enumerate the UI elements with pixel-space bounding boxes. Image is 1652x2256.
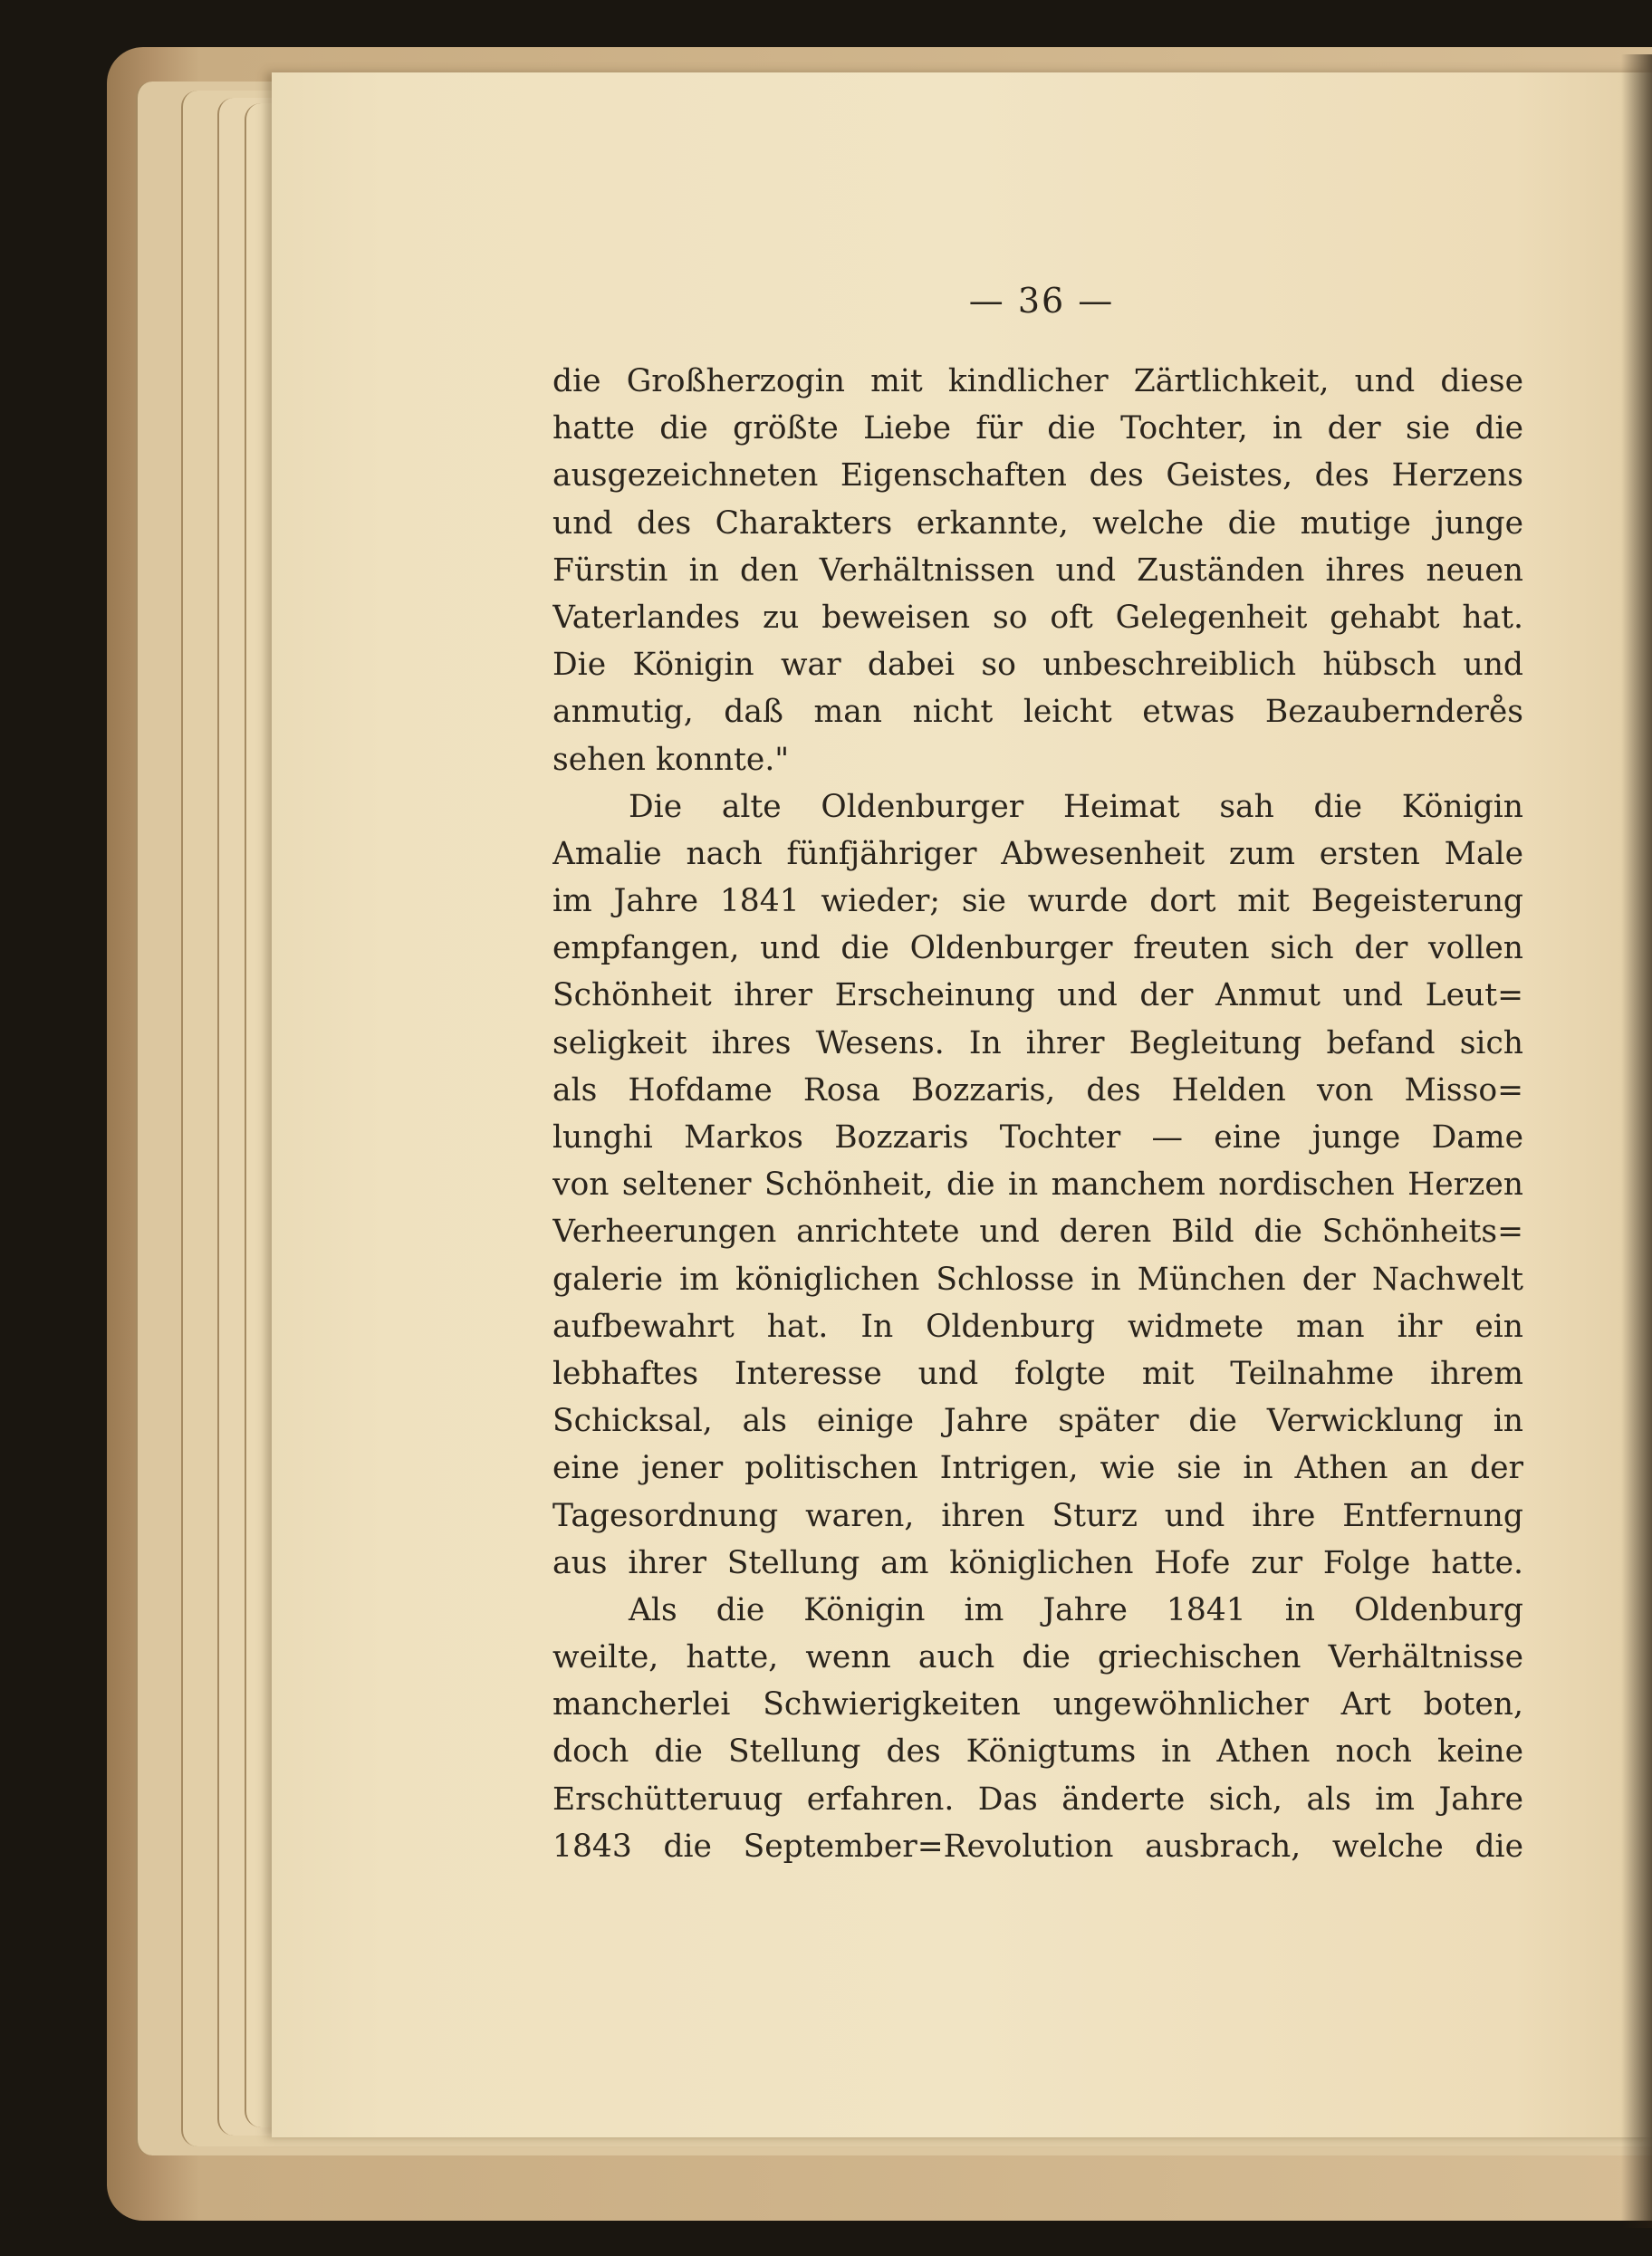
text-line: Erschütteruug erfahren. Das änderte sich, als im Jahre	[552, 1781, 1523, 1818]
binding-shadow	[1621, 54, 1652, 2228]
page-number: — 36 —	[968, 281, 1115, 321]
text-line: aus ihrer Stellung am königlichen Hofe zur Folge hatte.	[552, 1544, 1523, 1581]
text-line: lebhaftes Interesse und folgte mit Teilnahme ihrem	[552, 1355, 1523, 1392]
text-line: und des Charakters erkannte, welche die mutige junge	[552, 504, 1523, 542]
text-line: ausgezeichneten Eigenschaften des Geistes, des Herzens	[552, 457, 1523, 494]
body-text	[552, 358, 1523, 1870]
text-line: lunghi Markos Bozzaris Tochter — eine junge Dame	[552, 1119, 1523, 1156]
text-line: seligkeit ihres Wesens. In ihrer Begleitung befand sich	[552, 1024, 1523, 1061]
text-line: Amalie nach fünfjähriger Abwesenheit zum ersten Male	[552, 835, 1523, 872]
text-line: aufbewahrt hat. In Oldenburg widmete man ihr ein	[552, 1308, 1523, 1345]
text-line: Als die Königin im Jahre 1841 in Oldenburg	[629, 1591, 1523, 1628]
text-line: Fürstin in den Verhältnissen und Zuständen ihres neuen	[552, 552, 1523, 589]
text-line: mancherlei Schwierigkeiten ungewöhnlicher Art boten,	[552, 1686, 1523, 1723]
text-line: anmutig, daß man nicht leicht etwas Bezauberndere̊s	[552, 694, 1523, 731]
text-line: Tagesordnung waren, ihren Sturz und ihre Entfernung	[552, 1497, 1523, 1534]
text-line: die Großherzogin mit kindlicher Zärtlichkeit, und diese	[552, 363, 1523, 399]
text-line: doch die Stellung des Königtums in Athen noch keine	[552, 1733, 1523, 1771]
text-line: Die Königin war dabei so unbeschreiblich hübsch und	[552, 647, 1523, 684]
text-line: eine jener politischen Intrigen, wie sie in Athen an der	[552, 1450, 1523, 1487]
text-line: hatte die größte Liebe für die Tochter, in der sie die	[552, 410, 1523, 447]
text-line: Schicksal, als einige Jahre später die Verwicklung in	[552, 1403, 1523, 1440]
text-line: Vaterlandes zu beweisen so oft Gelegenheit gehabt hat.	[552, 599, 1523, 636]
text-line: galerie im königlichen Schlosse in München der Nachwelt	[552, 1261, 1523, 1298]
text-line: im Jahre 1841 wieder; sie wurde dort mit Begeisterung	[552, 883, 1523, 920]
text-line: als Hofdame Rosa Bozzaris, des Helden von Misso=	[552, 1071, 1523, 1109]
text-line: Verheerungen anrichtete und deren Bild die Schönheits=	[552, 1214, 1523, 1251]
text-line: Die alte Oldenburger Heimat sah die Königin	[629, 788, 1523, 825]
text-line: 1843 die September=Revolution ausbrach, welche die	[552, 1828, 1523, 1865]
text-line: Schönheit ihrer Erscheinung und der Anmut und Leut=	[552, 977, 1523, 1014]
text-line: empfangen, und die Oldenburger freuten sich der vollen	[552, 930, 1523, 967]
text-line: weilte, hatte, wenn auch die griechischen Verhältnisse	[552, 1639, 1523, 1676]
text-line: von seltener Schönheit, die in manchem nordischen Herzen	[552, 1166, 1523, 1204]
text-line: sehen konnte."	[552, 741, 790, 778]
